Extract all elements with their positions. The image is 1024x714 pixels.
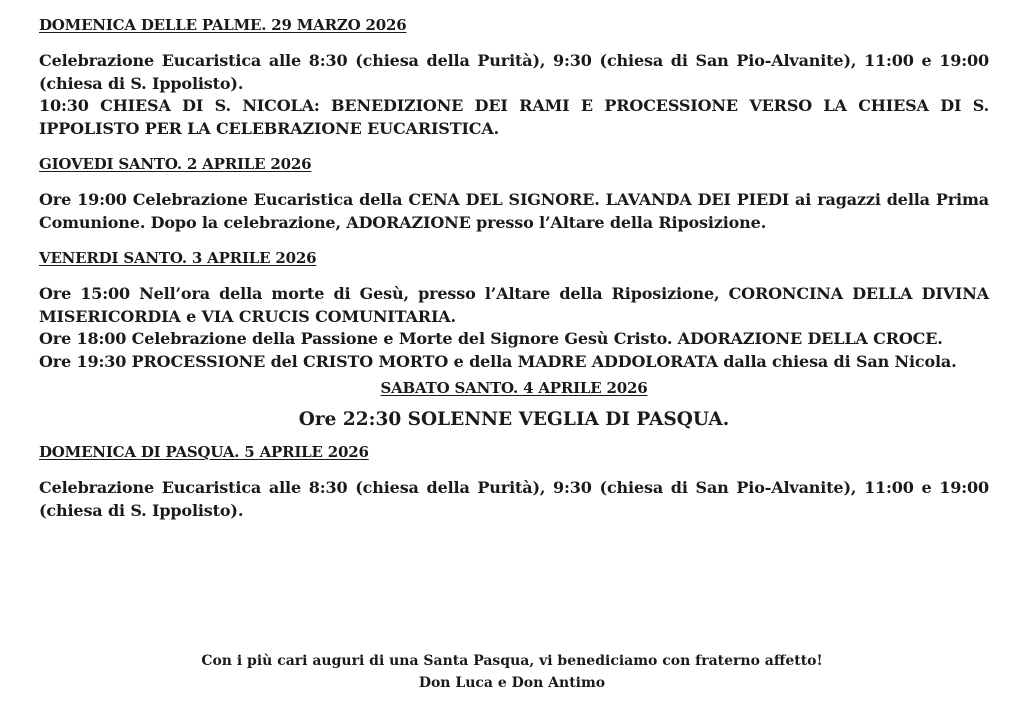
closing-greeting: Con i più cari auguri di una Santa Pasqua, vi benediciamo con fraterno affetto! [201, 653, 823, 669]
heading-giovedi-santo: GIOVEDI SANTO. 2 APRILE 2026 [39, 155, 312, 173]
heading-domenica-palme: DOMENICA DELLE PALME. 29 MARZO 2026 [39, 16, 407, 34]
section-domenica-palme [39, 50, 989, 140]
section-giovedi-santo [39, 189, 989, 234]
venerdi-line-2: Ore 18:00 Celebrazione della Passione e Morte del Signore Gesù Cristo. ADORAZIONE DELLA CROCE. [39, 329, 943, 348]
palme-line-1: Celebrazione Eucaristica alle 8:30 (chiesa della Purità), 9:30 (chiesa di San Pio-Alvanite), 11:00 e 19:00 (chiesa di S. Ippolisto). [39, 51, 989, 93]
venerdi-line-1: Ore 15:00 Nell’ora della morte di Gesù, presso l’Altare della Riposizione, CORONCINA DELLA DIVINA MISERICORDIA e VIA CRUCIS COMUNITARIA. [39, 284, 989, 326]
palme-line-2: 10:30 CHIESA DI S. NICOLA: BENEDIZIONE DEI RAMI E PROCESSIONE VERSO LA CHIESA DI S. IPPOLISTO PER LA CELEBRAZIONE EUCARISTICA. [39, 96, 989, 138]
closing-block [0, 650, 1024, 694]
closing-signature: Don Luca e Don Antimo [418, 675, 606, 691]
section-venerdi-santo [39, 283, 989, 373]
pasqua-line-1: Celebrazione Eucaristica alle 8:30 (chiesa della Purità), 9:30 (chiesa di San Pio-Alvanite), 11:00 e 19:00 (chiesa di S. Ippolisto). [39, 478, 989, 520]
giovedi-line-1: Ore 19:00 Celebrazione Eucaristica della CENA DEL SIGNORE. LAVANDA DEI PIEDI ai ragazzi della Prima Comunione. Dopo la celebrazione, ADORAZIONE presso l’Altare della Riposizione. [39, 190, 989, 232]
venerdi-line-3: Ore 19:30 PROCESSIONE del CRISTO MORTO e della MADRE ADDOLORATA dalla chiesa di San Nicola. [39, 351, 957, 371]
heading-sabato-santo: SABATO SANTO. 4 APRILE 2026 [380, 379, 648, 397]
section-domenica-pasqua [39, 477, 989, 522]
sabato-veglia-line: Ore 22:30 SOLENNE VEGLIA DI PASQUA. [298, 409, 730, 430]
heading-venerdi-santo: VENERDI SANTO. 3 APRILE 2026 [39, 249, 317, 267]
document-page [39, 14, 989, 522]
heading-domenica-pasqua: DOMENICA DI PASQUA. 5 APRILE 2026 [39, 443, 369, 461]
